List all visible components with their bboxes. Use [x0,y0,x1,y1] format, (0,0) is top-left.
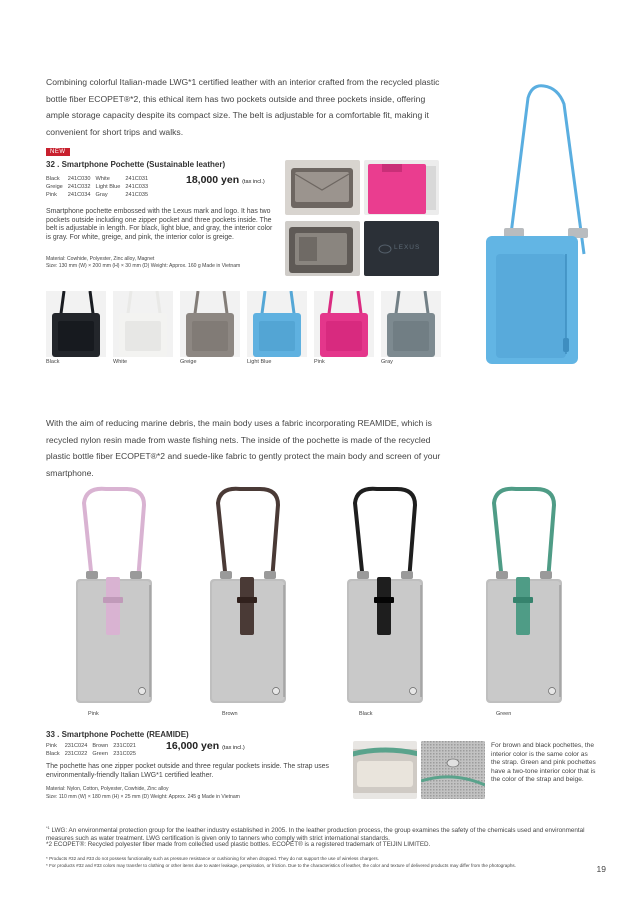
product-33-price: 16,000 yen (tax incl.) [166,740,245,752]
fabric-detail-photo [421,741,485,799]
swatch-light-blue [247,291,307,357]
product-32-title: 32 . Smartphone Pochette (Sustainable leather) [46,160,226,169]
table-row: Greige 241C032 Light Blue 241C033 [46,183,149,190]
variant-label-green: Green [496,711,512,717]
hero-image-light-blue [480,78,600,368]
swatch-label-light-blue: Light Blue [247,359,272,365]
table-row: Pink 241C034 Gray 241C035 [46,191,149,198]
swatch-label-greige: Greige [180,359,197,365]
product-32-price: 18,000 yen (tax incl.) [186,174,265,186]
swatch-label-pink: Pink [314,359,325,365]
page-number: 19 [596,864,606,874]
swatch-pink [314,291,374,357]
new-badge: NEW [46,148,70,156]
swatch-gray [381,291,441,357]
product-32-description: Smartphone pochette embossed with the Lexus mark and logo. It has two pockets outside including one zipper pocket and three pockets inside. The belt is adjustable in length. For black, light blue, and gray, the interior color is gray. For white, greige, and pink, the interior color is greige. [46,208,273,241]
pochette-black [337,485,433,707]
intro-paragraph-reamide: With the aim of reducing marine debris, the main body uses a fabric incorporating REAMIDE, which is recycled nylon resin made from waste fishing nets. The inside of the pochette is made of the recycled plastic bottle fiber ECOPET®*2 and suede-like fabric to gently protect the main body and screen of your smartphone. [46,418,441,478]
intro-paragraph-sustainable: Combining colorful Italian-made LWG*1 certified leather with an interior crafted from the recycled plastic bottle fiber ECOPET®*2, this ethical item has two pockets outside and three pockets inside, offering ample storage capacity despite its compact size. The belt is adjustable for a comfortable fit, making it convenient for short trips and walks. [46,77,440,137]
back-photo-pink [364,160,439,215]
footnote-2: *2 ECOPET®: Recycled polyester fiber made from collected used plastic bottles. ECOPET® is a registered trademark of TEIJIN LIMITED. [46,841,431,848]
interior-color-note: For brown and black pochettes, the interior color is the same color as the strap. Green and pink pochettes have a two-tone interior color that is the color of the strap and beige. [491,742,596,784]
product-33-sku-table [46,743,141,759]
interior-photo-gray [285,221,360,276]
product-32-sku-table [46,176,153,199]
swatch-black [46,291,106,357]
pochette-pink [66,485,162,707]
product-32-material: Material: Cowhide, Polyester, Zinc alloy, Magnet [46,256,155,262]
variant-label-brown: Brown [222,711,238,717]
table-row: Black 241C030 White 241C031 [46,176,149,182]
swatch-white [113,291,173,357]
lexus-logo-text: LEXUS [394,244,421,251]
product-33-size: Size: 110 mm (W) × 180 mm (H) × 25 mm (D) Weight: Approx. 245 g Made in Vietnam [46,794,240,800]
footnote-1: $^{*1}$ LWG: An environmental protection group for the leather industry established in 2005. In the leather production process, the group examines the safety of the chemicals used and environmental measures such as water treatment. LWG certification is given only to tanners who comply with strict international standards. [46,825,585,842]
swatch-label-white: White [113,359,128,365]
product-33-title: 33 . Smartphone Pochette (REAMIDE) [46,730,189,739]
emboss-logo-photo [364,221,439,276]
swatch-greige [180,291,240,357]
interior-photo-greige [285,160,360,215]
product-32-size: Size: 130 mm (W) × 200 mm (H) × 30 mm (D) Weight: Approx. 160 g Made in Vietnam [46,263,241,269]
product-33-description: The pochette has one zipper pocket outside and three regular pockets inside. The strap uses environmentally-friendly Italian LWG*1 certified leather. [46,763,329,779]
interior-detail-photo-green [353,741,417,799]
table-row: Black 231C022 Green 231C025 [46,750,136,757]
swatch-label-gray: Gray [381,359,393,365]
variant-label-black: Black [359,711,373,717]
pochette-brown [200,485,296,707]
product-33-material: Material: Nylon, Cotton, Polyester, Cowhide, Zinc alloy [46,786,169,792]
variant-label-pink: Pink [88,711,99,717]
swatch-label-black: Black [46,359,60,365]
table-row: Pink 231C024 Brown 231C021 [46,743,136,749]
pochette-green [476,485,572,707]
footnote-wireless: * Products #32 and #33 do not possess functionality such as pressure resistance or cushioning for when dropped. They do not support the use of wireless chargers. [46,856,379,861]
footnote-color-transfer: * For products #32 and #33 colors may transfer to clothing or other items due to water leakage, perspiration, or friction. Due to the characteristics of leather, the color and texture of delivered products may differ from the photographs. [46,863,516,868]
